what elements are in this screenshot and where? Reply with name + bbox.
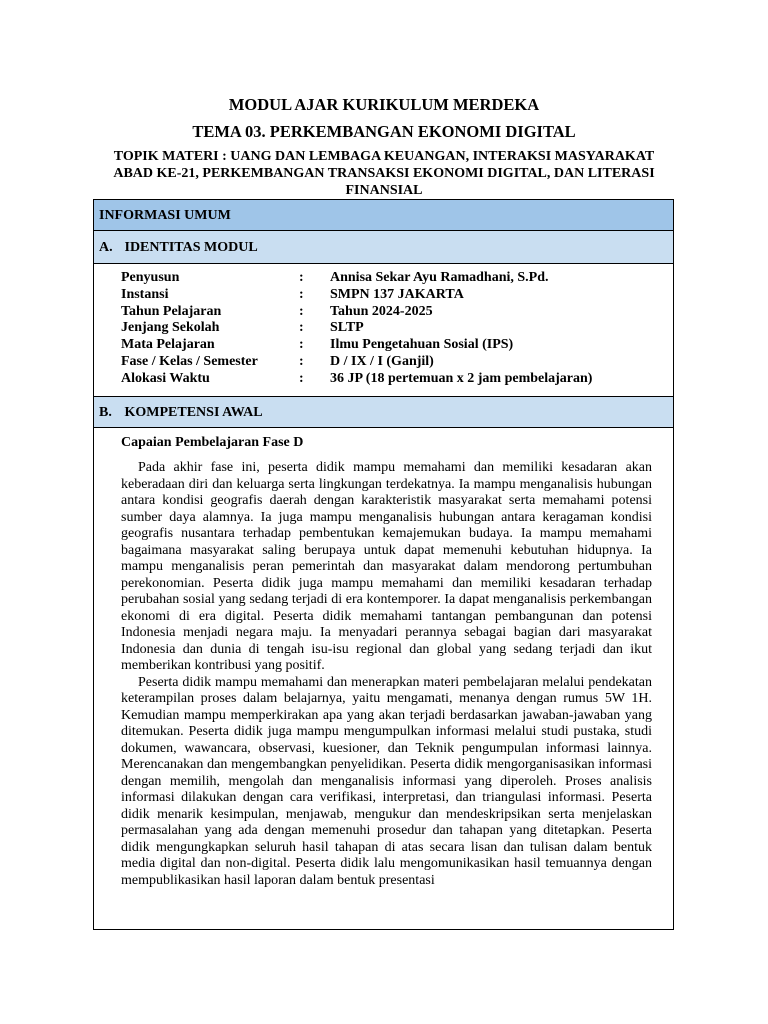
identity-separator: : [299, 337, 304, 353]
identity-separator: : [299, 286, 304, 302]
document-theme: TEMA 03. PERKEMBANGAN EKONOMI DIGITAL [192, 122, 576, 141]
identity-value: SLTP [330, 320, 364, 336]
identity-row [121, 304, 673, 321]
document-title: MODUL AJAR KURIKULUM MERDEKA [228, 95, 540, 114]
identity-key: Mata Pelajaran [121, 337, 215, 353]
identity-row [121, 287, 673, 304]
identity-key: Alokasi Waktu [121, 370, 210, 386]
identity-separator: : [299, 353, 304, 369]
identity-list [94, 264, 673, 396]
identity-key: Fase / Kelas / Semester [121, 353, 258, 369]
paragraph: Pada akhir fase ini, peserta didik mampu memahami dan memiliki kesadaran akan keberadaan diri dan keluarga serta lingkungan terdekatnya. Ia mampu menganalisis hubungan antara kondisi geografis daerah dengan karakteristik masyarakat serta memahami potensi sumber daya alamnya. Ia juga mampu menganalisis hubungan antara keragaman kondisi geografis nusantara terhadap pembentukan kemajemukan budaya. Ia mampu memahami bagaimana masyarakat saling berupaya untuk dapat memenuhi kebutuhan hidupnya. Ia mampu menganalisis peran pemerintah dan masyarakat dalam mendorong pertumbuhan perekonomian. Peserta didik juga mampu memahami dan memiliki kesadaran terhadap perubahan sosial yang sedang terjadi di era kontemporer. Ia dapat menganalisis perkembangan ekonomi di era digital. Peserta didik memahami tantangan pembangunan dan potensi Indonesia menjadi negara maju. Ia menyadari perannya sebagai bagian dari masyarakat Indonesia dan dunia di tengah isu-isu regional dan global yang sedang terjadi dan ikut memberikan kontribusi yang positif. [121, 460, 652, 674]
identity-separator: : [299, 370, 304, 386]
identity-row [121, 354, 673, 371]
identity-value: 36 JP (18 pertemuan x 2 jam pembelajaran) [330, 370, 593, 386]
identity-value: D / IX / I (Ganjil) [330, 353, 434, 369]
identity-key: Tahun Pelajaran [121, 303, 222, 319]
section-identitas-modul [94, 231, 673, 264]
identity-row [121, 270, 673, 287]
identity-key: Jenjang Sekolah [121, 320, 220, 336]
identity-separator: : [299, 270, 304, 285]
section-label: KOMPETENSI AWAL [124, 404, 263, 420]
identity-row [121, 320, 673, 337]
section-kompetensi-awal [94, 396, 673, 428]
identity-row [121, 371, 673, 388]
identity-row [121, 337, 673, 354]
section-label: IDENTITAS MODUL [124, 240, 258, 255]
identity-separator: : [299, 303, 304, 319]
identity-value: SMPN 137 JAKARTA [330, 286, 464, 302]
section-informasi-umum: INFORMASI UMUM [94, 200, 673, 231]
identity-separator: : [299, 320, 304, 336]
identity-value: Ilmu Pengetahuan Sosial (IPS) [330, 337, 514, 353]
identity-key: Instansi [121, 286, 169, 302]
section-number: B. [99, 404, 112, 420]
topic-heading: TOPIK MATERI : UANG DAN LEMBAGA KEUANGAN, INTERAKSI MASYARAKAT ABAD KE-21, PERKEMBANGAN TRANSAKSI EKONOMI DIGITAL, DAN LITERASI FINANSIAL [113, 149, 655, 198]
section-body [94, 428, 673, 890]
identity-value: Tahun 2024-2025 [330, 303, 433, 319]
section-number: A. [99, 240, 113, 255]
identity-value: Annisa Sekar Ayu Ramadhani, S.Pd. [330, 270, 549, 285]
paragraph: Peserta didik mampu memahami dan menerapkan materi pembelajaran melalui pendekatan keterampilan proses dalam belajarnya, yaitu mengamati, menanya dengan rumus 5W 1H. Kemudian mampu memperkirakan apa yang akan terjadi berdasarkan jawaban-jawaban yang ditemukan. Peserta didik juga mampu mengumpulkan informasi melalui studi pustaka, studi dokumen, wawancara, observasi, kuesioner, dan Teknik pengumpulan informasi lainnya. Merencanakan dan mengembangkan penyelidikan. Peserta didik mengorganisasikan informasi dengan memilih, mengolah dan menganalisis informasi yang diperoleh. Proses analisis informasi dilakukan dengan cara verifikasi, interpretasi, dan triangulasi informasi. Peserta didik menarik kesimpulan, menjawab, mengukur dan mendeskripsikan serta menjelaskan permasalahan yang ada dengan memenuhi prosedur dan tahapan yang ditetapkan. Peserta didik mengungkapkan seluruh hasil tahapan di atas secara lisan dan tulisan dalam bentuk media digital dan non-digital. Peserta didik lalu mengomunikasikan hasil temuannya dengan mempublikasikan hasil laporan dalam bentuk presentasi [121, 674, 652, 888]
identity-key: Penyusun [121, 270, 180, 285]
module-table [93, 199, 674, 930]
subheading: Capaian Pembelajaran Fase D [121, 434, 304, 450]
